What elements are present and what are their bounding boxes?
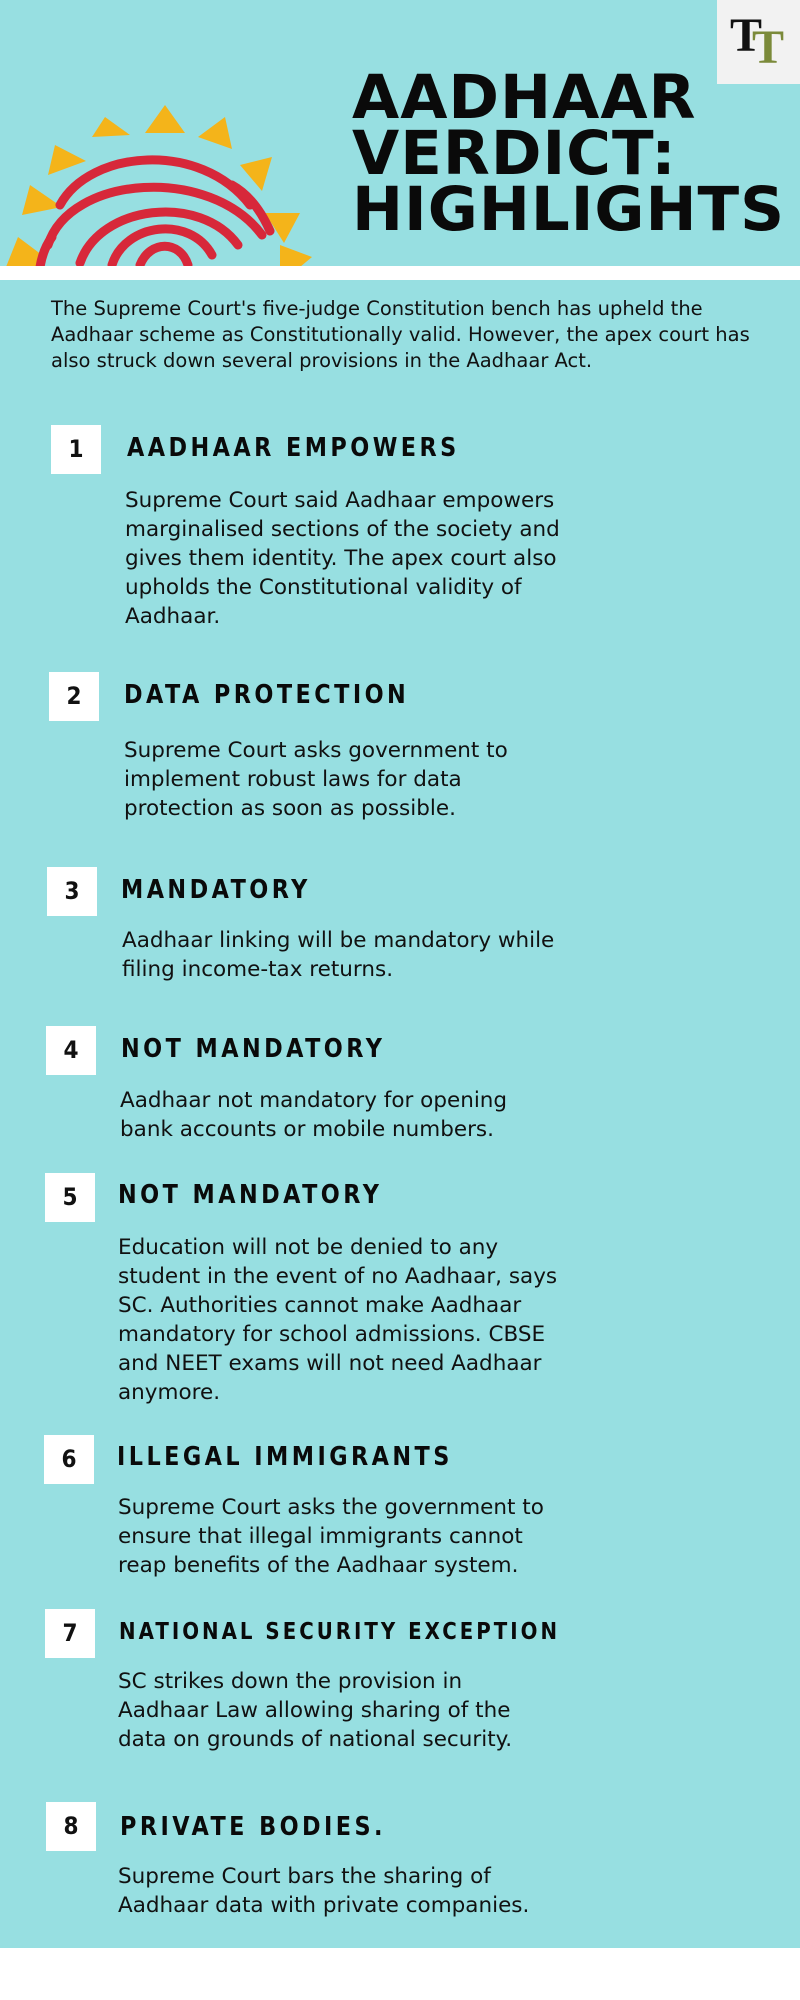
page-title <box>352 62 792 245</box>
point-body-2: Supreme Court asks government to implement robust laws for data protection as soon as possible. <box>124 738 508 821</box>
point-number-8: 8 <box>46 1802 96 1851</box>
logo-letter-t1: T <box>730 9 763 62</box>
point-heading-3: MANDATORY <box>121 875 311 905</box>
point-body-6: Supreme Court asks the government to ensure that illegal immigrants cannot reap benefits of the Aadhaar system. <box>118 1495 544 1578</box>
header-divider <box>0 266 800 280</box>
point-number-4: 4 <box>46 1026 96 1075</box>
title-line-1: AADHAAR <box>352 62 697 133</box>
point-number-7: 7 <box>45 1609 95 1658</box>
point-body-7: SC strikes down the provision in Aadhaar Law allowing sharing of the data on grounds of national security. <box>118 1669 513 1752</box>
point-body-3: Aadhaar linking will be mandatory while filing income-tax returns. <box>122 928 555 982</box>
point-body-8: Supreme Court bars the sharing of Aadhaar data with private companies. <box>118 1864 530 1918</box>
logo-letter-t2: T <box>752 21 785 74</box>
point-body-5: Education will not be denied to any student in the event of no Aadhaar, says SC. Authorities cannot make Aadhaar mandatory for school admissions. CBSE and NEET exams will not need Aadhaar anymore. <box>118 1235 558 1405</box>
point-number-3: 3 <box>47 867 97 916</box>
point-number-5: 5 <box>45 1173 95 1222</box>
point-number-6: 6 <box>44 1435 94 1484</box>
point-heading-8: PRIVATE BODIES. <box>120 1812 387 1842</box>
point-number-1: 1 <box>51 425 101 474</box>
point-heading-2: DATA PROTECTION <box>124 680 410 710</box>
point-number-2: 2 <box>49 672 99 721</box>
title-line-3: HIGHLIGHTS <box>352 174 786 245</box>
point-heading-5: NOT MANDATORY <box>118 1180 383 1210</box>
point-heading-1: AADHAAR EMPOWERS <box>127 433 460 463</box>
point-heading-6: ILLEGAL IMMIGRANTS <box>117 1442 453 1472</box>
title-line-2: VERDICT: <box>352 118 677 189</box>
point-heading-7: NATIONAL SECURITY EXCEPTION <box>119 1619 561 1645</box>
point-body-1: Supreme Court said Aadhaar empowers marginalised sections of the society and gives them identity. The apex court also upholds the Constitutional validity of Aadhaar. <box>125 488 560 629</box>
intro-paragraph: The Supreme Court's five-judge Constitution bench has upheld the Aadhaar scheme as Constitutionally valid. However, the apex court has also struck down several provisions in the Aadhaar Act. <box>51 297 750 372</box>
aadhaar-emblem-icon <box>0 95 330 267</box>
point-heading-4: NOT MANDATORY <box>121 1034 386 1064</box>
point-body-4: Aadhaar not mandatory for opening bank accounts or mobile numbers. <box>120 1088 508 1142</box>
fingerprint-lines <box>40 160 270 267</box>
